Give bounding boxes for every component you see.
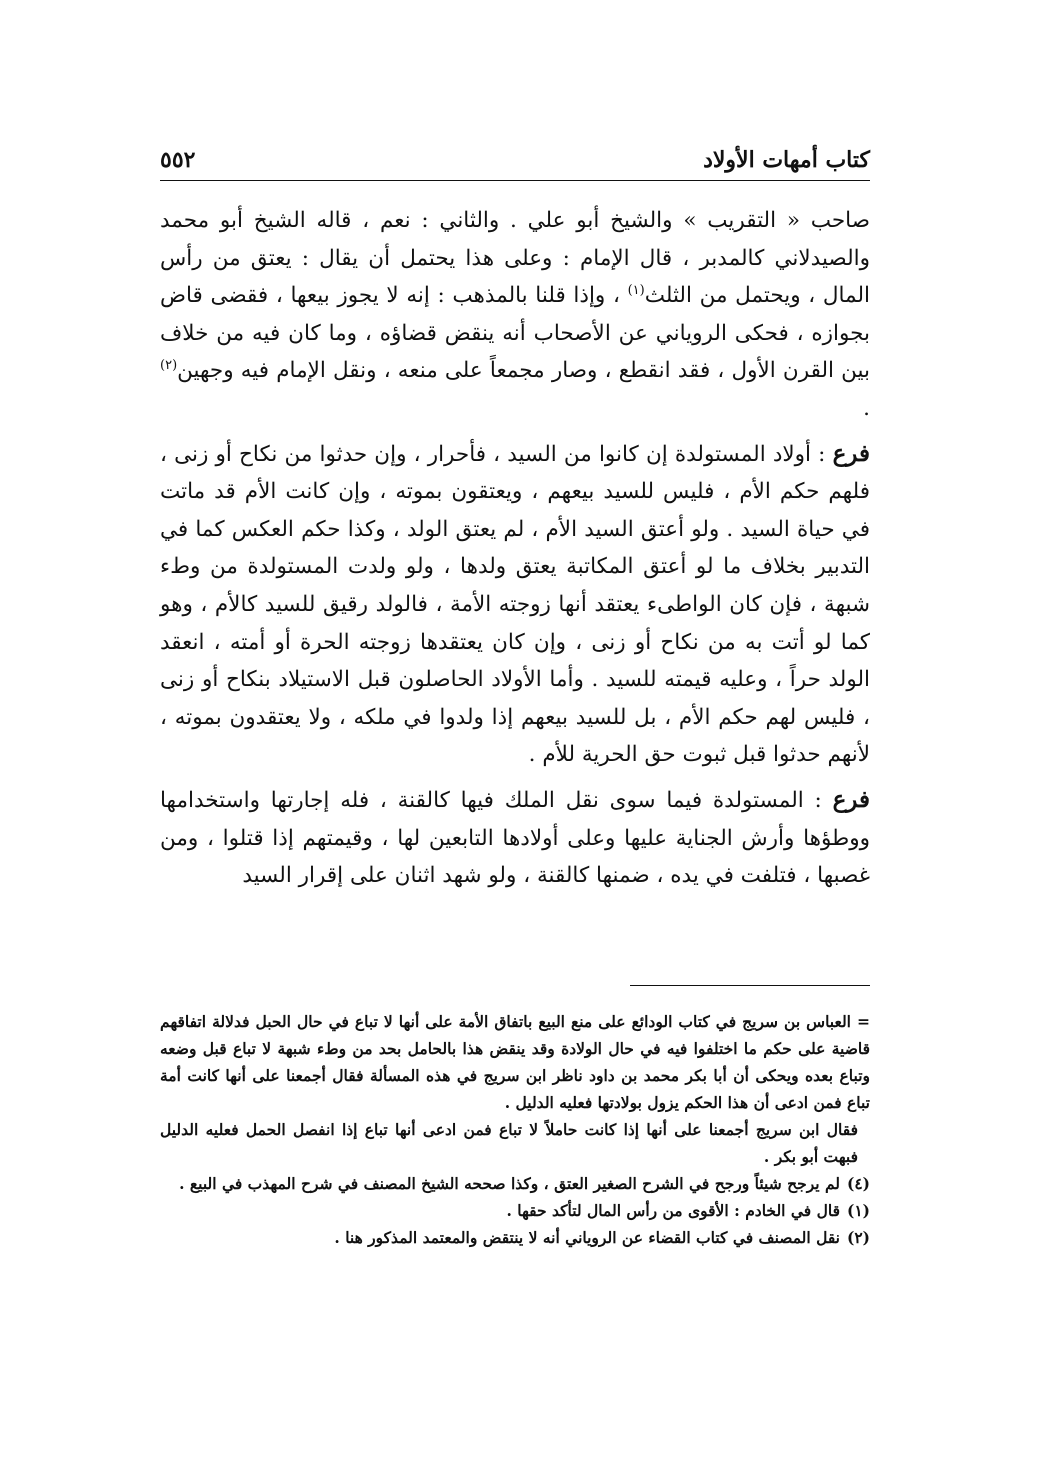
footnote-1-text: قال في الخادم : الأقوى من رأس المال لتأكد حقها . — [506, 1201, 840, 1220]
paragraph-3 — [160, 781, 870, 895]
main-text — [160, 202, 870, 902]
chapter-title: كتاب أمهات الأولاد — [703, 147, 870, 173]
page-header — [160, 140, 870, 181]
footnotes — [160, 1008, 870, 1251]
footnote-ref-2: (٢) — [160, 358, 178, 374]
paragraph-2 — [160, 435, 870, 774]
footnote-ref-1: (١) — [627, 283, 645, 299]
footnote-separator — [630, 985, 870, 986]
footnote-4-text: لم يرجح شيئاً ورجح في الشرح الصغير العتق ، وكذا صححه الشيخ المصنف في شرح المهذب في البيع . — [179, 1174, 840, 1193]
paragraph-1-text-b: ، وإذا قلنا بالمذهب : إنه لا يجوز بيعها ، فقضى قاض بجوازه ، فحكى الروياني عن الأصحاب أنه ينقض قضاؤه ، وما كان فيه من خلاف بين القرن الأول ، فقد انقطع ، وصار مجمعاً على منعه ، ونقل الإمام فيه وجهين — [160, 283, 870, 384]
section-lead-far: فرع — [832, 785, 870, 813]
footnote-1 — [160, 1197, 870, 1224]
paragraph-1-text-a: صاحب « التقريب » والشيخ أبو علي . والثاني : نعم ، قاله الشيخ أبو محمد والصيدلاني كالمدبر ، قال الإمام : وعلى هذا يحتمل أن يقال : يعتق من رأس المال ، ويحتمل من الثلث — [160, 208, 870, 309]
footnote-2 — [160, 1224, 870, 1251]
paragraph-2-text: : أولاد المستولدة إن كانوا من السيد ، فأحرار ، وإن حدثوا من نكاح أو زنى ، فلهم حكم الأم ، فليس للسيد بيعهم ، ويعتقون بموته ، وإن كانت الأم قد ماتت في حياة السيد . ولو أعتق السيد الأم ، لم يعتق الولد ، وكذا حكم العكس كما في التدبير بخلاف ما لو أعتق المكاتبة يعتق ولدها ، ولو ولدت المستولدة من وطء شبهة ، فإن كان الواطىء يعتقد أنها زوجته الأمة ، فالولد رقيق للسيد كالأم ، وهو كما لو أتت به من نكاح أو زنى ، وإن كان يعتقدها زوجته الحرة أو أمته ، انعقد الولد حراً ، وعليه قيمته للسيد . وأما الأولاد الحاصلون قبل الاستيلاد بنكاح أو زنى ، فليس لهم حكم الأم ، بل للسيد بيعهم إذا ولدوا في ملكه ، ولا يعتقدون بموته ، لأنهم حدثوا قبل ثبوت حق الحرية للأم . — [160, 441, 870, 768]
footnote-4 — [160, 1170, 870, 1197]
paragraph-1 — [160, 202, 870, 428]
footnote-2-number: (٢) — [846, 1228, 870, 1247]
section-lead-far: فرع — [832, 439, 870, 467]
footnote-1-number: (١) — [846, 1201, 870, 1220]
footnote-continuation-2: فقال ابن سريج أجمعنا على أنها إذا كانت حاملاً لا تباع فمن ادعى أنها تباع إذا انفصل الحمل فعليه الدليل فبهت أبو بكر . — [160, 1120, 858, 1166]
footnote-continuation-1: = العباس بن سريج في كتاب الودائع على منع البيع باتفاق الأمة على أنها لا تباع في حال الحبل فدلالة اتفاقهم قاضية على حكم ما اختلفوا فيه في حال الولادة وقد ينقض هذا بالحامل بحد من وطء شبهة لا تباع قبل وضعه وتباع بعده ويحكى أن أبا بكر محمد بن داود ناظر ابن سريج في هذه المسألة فقال أجمعنا على أنها كانت أمة تباع فمن ادعى أن هذا الحكم يزول بولادتها فعليه الدليل . — [160, 1012, 870, 1112]
paragraph-1-text-c: . — [863, 395, 870, 421]
page-number: ٥٥٢ — [160, 147, 196, 173]
footnote-2-text: نقل المصنف في كتاب القضاء عن الروياني أنه لا ينتقض والمعتمد المذكور هنا . — [334, 1228, 840, 1247]
footnote-4-number: (٤) — [846, 1174, 870, 1193]
paragraph-3-text: : المستولدة فيما سوى نقل الملك فيها كالقنة ، فله إجارتها واستخدامها ووطؤها وأرش الجناية عليها وعلى أولادها التابعين لها ، وقيمتهم إذا قتلوا ، ومن غصبها ، فتلفت في يده ، ضمنها كالقنة ، ولو شهد اثنان على إقرار السيد — [160, 787, 870, 889]
